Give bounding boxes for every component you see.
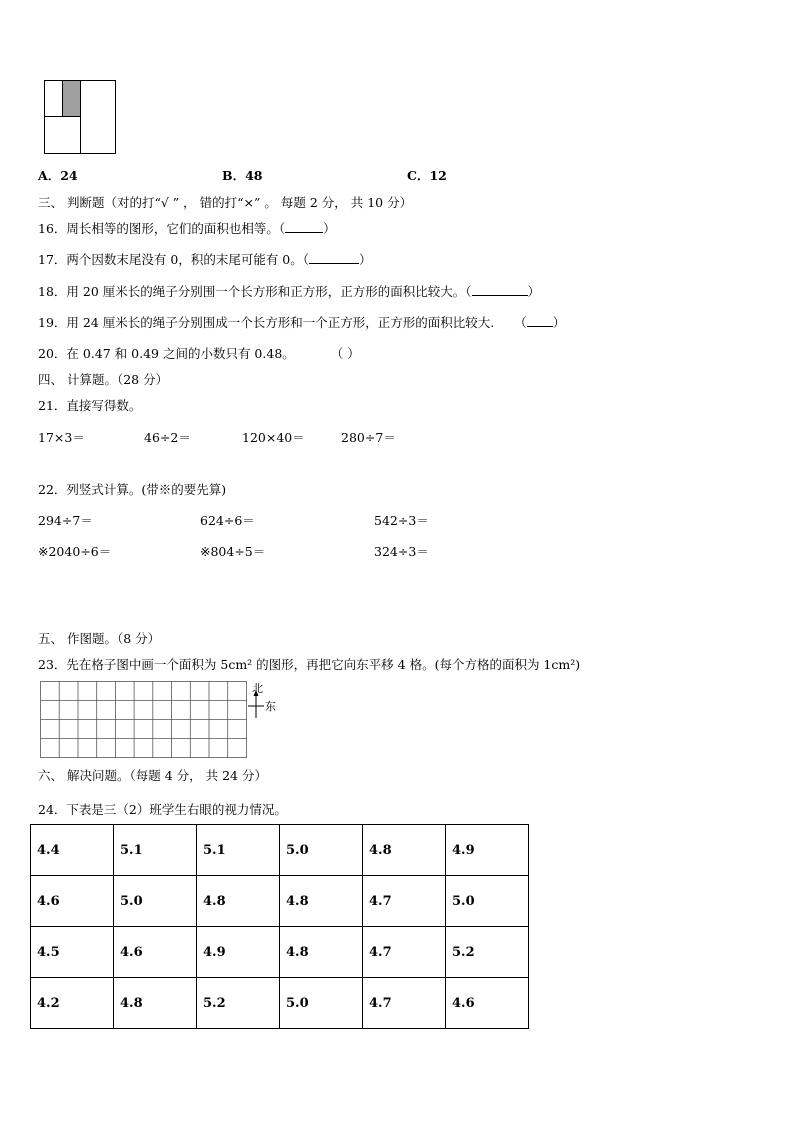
table-cell: 4.7 [363,978,446,1029]
question-19-text: 19．用 24 厘米长的绳子分别围成一个长方形和一个正方形，正方形的面积比较大. [38,315,495,330]
section3-heading: 三、 判断题（对的打“√ ” ， 错的打“×” 。 每题 2 分， 共 10 分） [38,195,413,210]
divided-square-figure [44,80,116,154]
table-cell: 5.0 [114,876,197,927]
square-grid[interactable] [40,681,248,759]
table-cell: 4.8 [280,927,363,978]
section6-heading: 六、 解决问题。（每题 4 分， 共 24 分） [38,768,267,783]
table-cell: 5.0 [446,876,529,927]
q22-item: 624÷6＝ [200,513,255,528]
table-row [31,978,529,1029]
table-cell: 4.6 [446,978,529,1029]
question-23: 23．先在格子图中画一个面积为 5cm² 的图形，再把它向东平移 4 格。(每个方格的面积为 1cm²) [38,657,581,672]
table-cell: 5.0 [280,825,363,876]
table-cell: 4.9 [197,927,280,978]
answer-blank-18[interactable] [472,283,528,296]
q21-item: 17×3＝ [38,430,85,445]
question-16-text: 16．周长相等的图形，它们的面积也相等。（ [38,221,286,236]
table-row [31,876,529,927]
answer-blank-19[interactable] [527,314,553,327]
question-16 [38,219,336,237]
question-22: 22．列竖式计算。(带※的要先算) [38,482,227,497]
section4-heading: 四、 计算题。（28 分） [38,372,169,387]
table-cell: 4.8 [280,876,363,927]
table-cell: 5.0 [280,978,363,1029]
table-cell: 4.8 [114,978,197,1029]
q21-item: 280÷7＝ [341,430,396,445]
question-21: 21．直接写得数。 [38,398,142,413]
east-label: 东 [265,700,276,713]
answer-paren-20[interactable]: （ ） [330,346,360,361]
table-cell: 4.7 [363,876,446,927]
question-20 [38,344,360,362]
q21-item: 120×40＝ [242,430,305,445]
answer-blank-17[interactable] [309,251,359,264]
table-cell: 5.1 [114,825,197,876]
question-18 [38,282,540,300]
table-cell: 4.8 [197,876,280,927]
answer-blank-16[interactable] [285,220,323,233]
option-a[interactable]: A．24 [38,168,78,183]
q22-item: 294÷7＝ [38,513,93,528]
vision-table [30,824,529,1029]
question-24: 24．下表是三（2）班学生右眼的视力情况。 [38,802,287,817]
question-19 [38,313,565,331]
table-cell: 5.2 [446,927,529,978]
table-cell: 4.7 [363,927,446,978]
table-cell: 4.2 [31,978,114,1029]
north-label: 北 [252,682,263,695]
q22-item: 542÷3＝ [374,513,429,528]
q22-item: 324÷3＝ [374,544,429,559]
table-cell: 4.5 [31,927,114,978]
table-cell: 5.1 [197,825,280,876]
section5-heading: 五、 作图题。（8 分） [38,631,161,646]
question-17 [38,250,372,268]
option-b[interactable]: B．48 [222,168,263,183]
question-20-text: 20．在 0.47 和 0.49 之间的小数只有 0.48。 [38,346,295,361]
option-c[interactable]: C．12 [407,168,447,183]
table-row [31,825,529,876]
q22-item: ※2040÷6＝ [38,544,112,559]
paren-close: ） [323,221,336,236]
question-18-text: 18．用 20 厘米长的绳子分别围一个长方形和正方形，正方形的面积比较大。（ [38,284,472,299]
table-cell: 4.8 [363,825,446,876]
table-cell: 5.2 [197,978,280,1029]
table-cell: 4.4 [31,825,114,876]
compass [246,682,286,718]
table-cell: 4.9 [446,825,529,876]
question-17-text: 17．两个因数末尾没有 0，积的末尾可能有 0。（ [38,252,310,267]
paren-close: ） [527,284,541,299]
table-row [31,927,529,978]
paren-close: ） [359,252,372,267]
q22-item: ※804÷5＝ [200,544,266,559]
q21-item: 46÷2＝ [144,430,191,445]
table-cell: 4.6 [114,927,197,978]
paren-close: ） [552,315,566,330]
table-cell: 4.6 [31,876,114,927]
paren-open: （ [514,315,527,330]
